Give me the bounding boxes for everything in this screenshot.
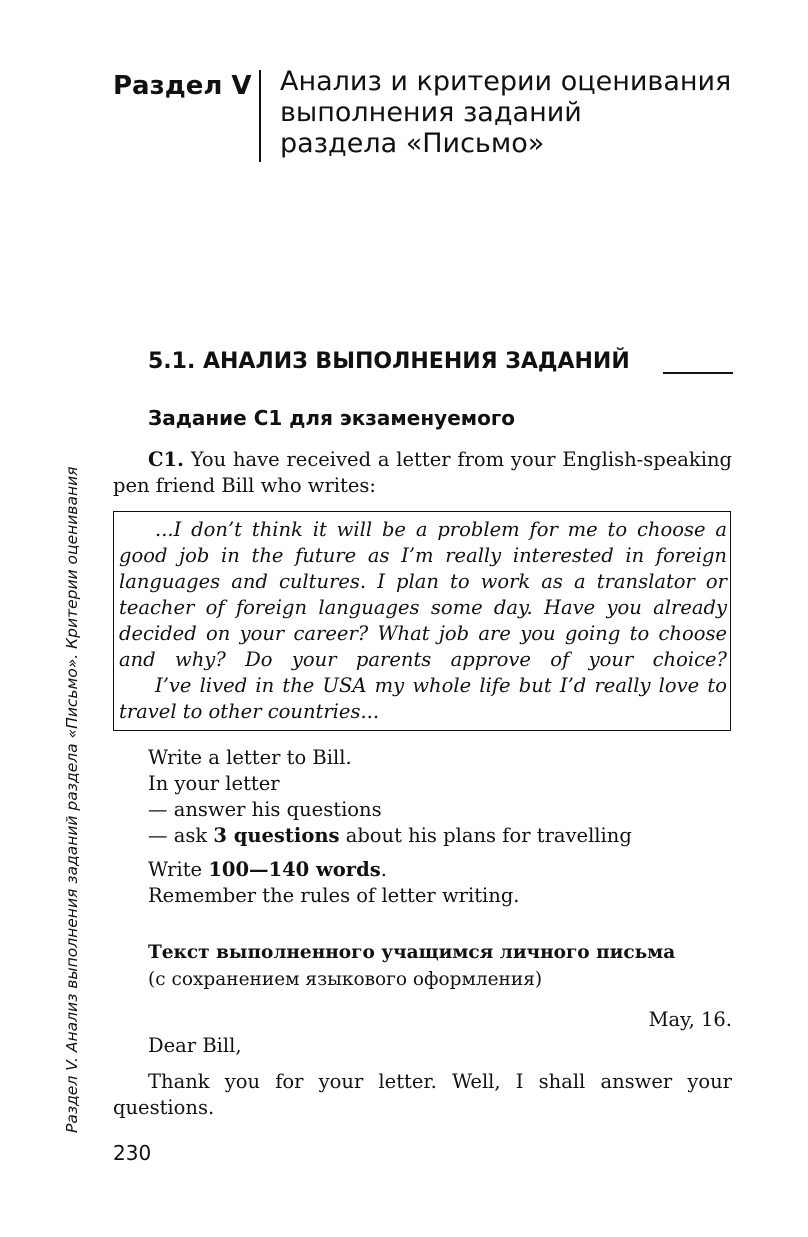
student-text-heading: Текст выполненного учащимся личного письма xyxy=(148,942,676,963)
letter-excerpt xyxy=(119,517,727,725)
instruction-bullet-2 xyxy=(148,823,732,849)
letter-paragraph-2: I’ve lived in the USA my whole life but I’d really love to travel to other countries... xyxy=(119,674,727,723)
letter-opening: Thank you for your letter. Well, I shall answer your questions. xyxy=(113,1070,732,1119)
word-count-bold: 100—140 words xyxy=(208,858,381,881)
word-count-suffix: . xyxy=(380,858,387,881)
chapter-title-line-3: раздела «Письмо» xyxy=(280,128,545,159)
letter-greeting: Dear Bill, xyxy=(148,1034,242,1057)
instructions xyxy=(148,745,732,909)
section-heading: 5.1. АНАЛИЗ ВЫПОЛНЕНИЯ ЗАДАНИЙ xyxy=(148,349,630,374)
instruction-bullet-2-bold: 3 questions xyxy=(213,824,340,847)
task-heading: Задание С1 для экзаменуемого xyxy=(148,406,516,430)
instruction-line-2: In your letter xyxy=(148,772,280,795)
chapter-divider xyxy=(259,70,261,162)
student-text-heading-block xyxy=(148,939,732,993)
task-prompt-text: You have received a letter from your English-speaking pen friend Bill who writes: xyxy=(113,448,733,497)
section-heading-rule xyxy=(663,372,733,374)
letter-paragraph-1: ...I don’t think it will be a problem for me to choose a good job in the future as I’m really interested in foreign languages and cultures. I plan to work as a translator or teacher of foreign languages some day. Have you already decided on your career? What job are you going to choose and why? Do your parents approve of your choice? xyxy=(119,518,727,671)
instruction-line-1: Write a letter to Bill. xyxy=(148,746,352,769)
task-prompt xyxy=(113,447,732,499)
chapter-title-line-1: Анализ и критерии оценивания xyxy=(280,66,732,97)
instruction-bullet-1: — answer his questions xyxy=(148,798,382,821)
letter-date: May, 16. xyxy=(648,1008,732,1031)
instruction-bullet-2-suffix: about his plans for travelling xyxy=(339,824,632,847)
chapter-title-line-2: выполнения заданий xyxy=(280,97,582,128)
student-text-subheading: (с сохранением языкового оформления) xyxy=(148,969,543,990)
task-prompt-label: C1. xyxy=(148,448,184,471)
instruction-bullet-2-prefix: — ask xyxy=(148,824,214,847)
chapter-label: Раздел V xyxy=(113,71,252,101)
chapter-title xyxy=(280,66,750,159)
word-count-line xyxy=(148,857,732,883)
remember-line: Remember the rules of letter writing. xyxy=(148,884,520,907)
word-count-prefix: Write xyxy=(148,858,209,881)
running-head: Раздел V. Анализ выполнения заданий раздела «Письмо». Критерии оценивания xyxy=(63,466,81,1133)
page-number: 230 xyxy=(113,1141,152,1165)
